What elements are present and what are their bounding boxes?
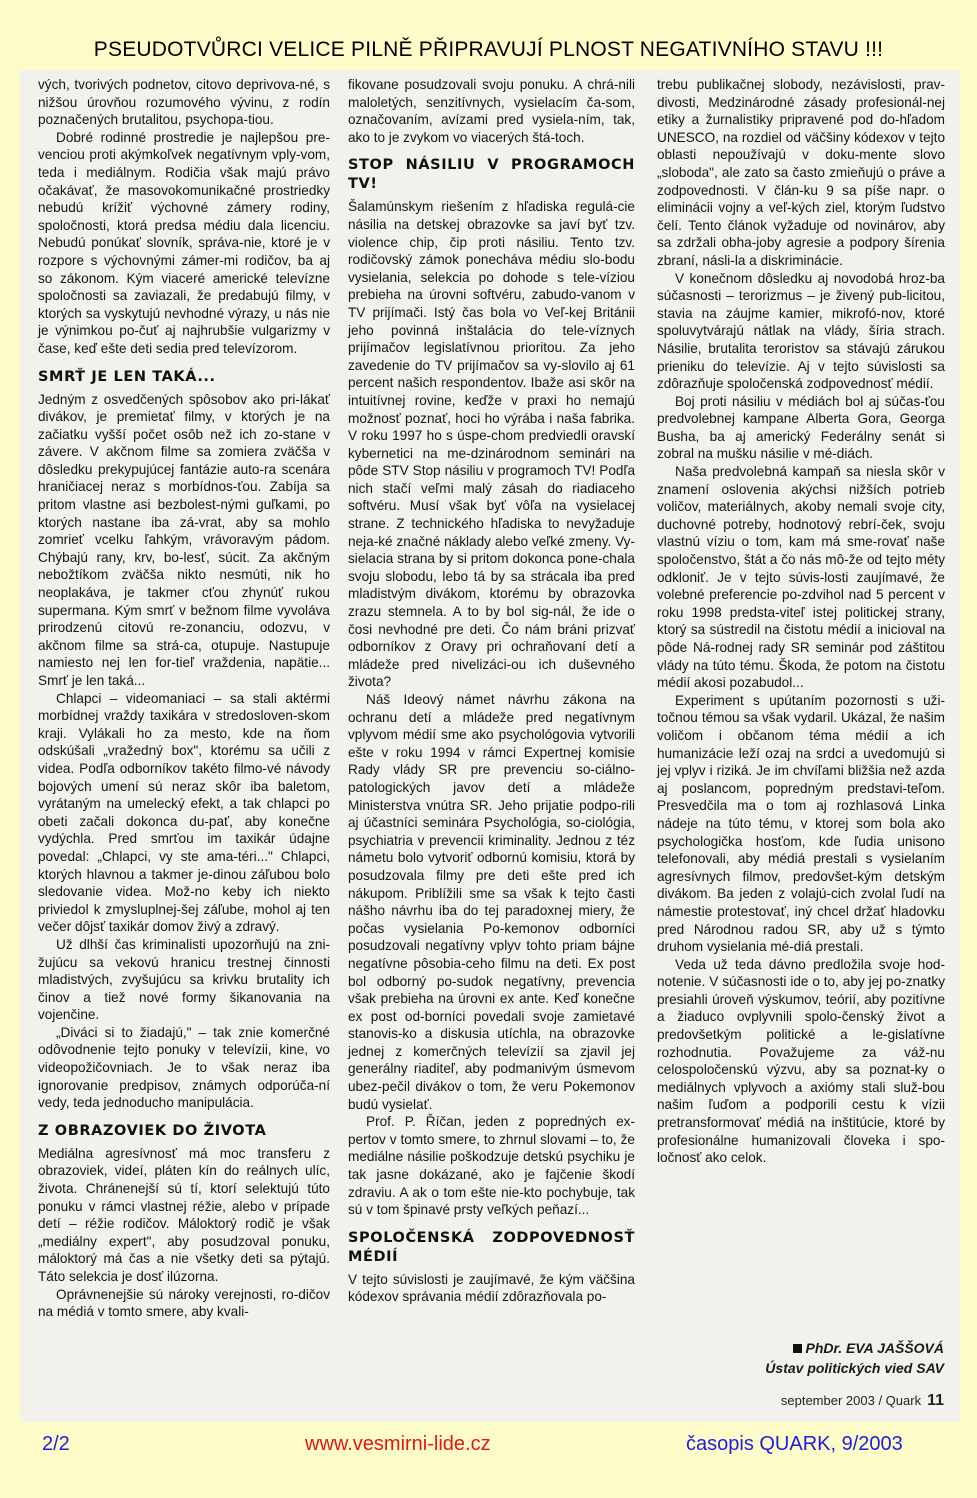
- author-name: PhDr. EVA JAŠŠOVÁ: [805, 1340, 944, 1356]
- paragraph: Jedným z osvedčených spôsobov ako pri-lákať divákov, je premietať filmy, v ktorých je na začiatku vyšší počet osôb než ich zo-stane v závere. V akčnom filme sa zomiera zväčša v dôsledku prekypujúcej fantázie auto-ra scenára hraničiacej neraz s morbídnos-ťou. Zabíja sa pritom vlastne asi bezbolest-nými guľkami, po ktorých nastane iba zá-vrat, aby sa mohlo zomrieť vcelku ľahkým, vrávoravým pádom. Chýbajú rany, krv, bo-lesť, súcit. Za akčným nebožtíkom zväčša nikto nesmúti, nik ho neoplakáva, je takmer cťou zhynúť rukou supermana. Kým smrť v bežnom filme vyvoláva prirodzenú citovú re-zonanciu, odozvu, v akčnom filme sa strá-ca, otupuje. Nastupuje namiesto nej len for-tieľ vraždenia, napätie... Smrť je len taká...: [38, 391, 330, 688]
- paragraph: Naša predvolebná kampaň sa niesla skôr v znamení oslovenia akýchsi nižších potrieb voličov, materiálnych, akoby nemali svoje city, duchovné potreby, hodnotový rebrí-ček, svoju vlastnú víziu o tom, kam má sme-rovať naše spoločenstvo, štát a čo nás mô-že od tejto méty odkloniť. Je v tejto súvis-losti zaujímavé, že volebné preferencie po-zdvihol nad 5 percent v roku 1998 predsta-viteľ istej politickej strany, ktorý sa sústredil na čistotu médií a inicioval na pôde Ná-rodnej rady SR seminár pod záštitou vlády na túto tému. Škoda, že potom na čistotu médií akosi pozabudol...: [657, 464, 945, 691]
- page-banner-title: PSEUDOTVŮRCI VELICE PILNĚ PŘIPRAVUJÍ PLNOST NEGATIVNÍHO STAVU !!!: [93, 38, 884, 61]
- paragraph: V tejto súvislosti je zaujímavé, že kým väčšina kódexov správania médií zdôrazňovala po-: [348, 1271, 635, 1305]
- article-column-2: [348, 76, 635, 1306]
- footer-website-link[interactable]: www.vesmirni-lide.cz: [305, 1433, 491, 1455]
- footer-page-count: 2/2: [42, 1433, 70, 1455]
- section-heading: STOP NÁSILIU V PROGRAMOCH TV!: [348, 157, 635, 193]
- paragraph: trebu publikačnej slobody, nezávislosti, prav-divosti, Medzinárodné zásady profesionál-nej etiky a žurnalistiky pripravené pod do-hľadom UNESCO, na rozdiel od väčšiny kódexov v tejto oblasti nepoužívajú v doku-mente slovo „sloboda", ale zato sa často zmieňujú o práve a zodpovednosti. V člán-ku 9 sa píše napr. o eliminácii vojny a veľ-kých ziel, ktorým ľudstvo čelí. Tento článok vyžaduje od novinárov, aby sa zdržali obha-joby agresie a podpory šírenia zbraní, násli-la a diskriminácie.: [657, 77, 945, 268]
- paragraph: fikovane posudzovali svoju ponuku. A chrá-nili maloletých, senzitívnych, vysielacím ča-som, označovaním, avízami pred vysiela-ním, tak, ako to je zvykom vo viacerých štá-toch.: [348, 77, 635, 145]
- section-heading: SMRŤ JE LEN TAKÁ...: [38, 368, 216, 385]
- paragraph: Prof. P. Říčan, jeden z popredných ex-pertov v tomto smere, to zhrnul slovami – to, že mediálne násilie poškodzuje detskú psychiku je tak jasne dokázané, ako je fajčenie škodí zdraviu. A ak o tom ešte nie-kto pochybuje, tak sú v tom špinavé prsty veľkých peňazí...: [348, 1114, 635, 1218]
- page-number: 11: [927, 1392, 944, 1409]
- paragraph: Boj proti násiliu v médiách bol aj súčas-ťou predvolebnej kampane Alberta Gora, Georga Busha, ba aj americký Federálny senát si zobral na mušku násilie v mé-diách.: [657, 393, 945, 462]
- footer-source: časopis QUARK, 9/2003: [686, 1433, 903, 1455]
- paragraph: Veda už teda dávno predložila svoje hod-notenie. V súčasnosti ide o to, aby jej po-znatky presiahli úroveň výskumov, teórií, aby pozitívne a žiaduco ovplyvnili spolo-čenský život a predovšetkým politické a le-gislatívne rozhodnutia. Považujeme za váž-nu celospoločenskú výzvu, aby sa poznat-ky o mediálnych vplyvoch a axiómy stali služ-bou našim ľuďom a podporili cestu k vízii pretransformovať médiá na inštitúcie, ktoré by profesionálne humanizovali človeka i spo-ločnosť ako celok.: [657, 956, 945, 1166]
- bullet-square-icon: [793, 1344, 802, 1353]
- paragraph: V konečnom dôsledku aj novodobá hroz-ba súčasnosti – terorizmus – je živený pub-licitou, stavia na záujme kamier, mikrofó-nov, ktoré spoluvytvárajú nátlak na vlády, šíria strach. Násilie, brutalita teroristov sa stávajú zárukou prieniku do televízie. Aj v tejto súvislosti sa zdôrazňuje spoločenská zodpovednosť médií.: [657, 270, 945, 392]
- paragraph: Už dlhší čas kriminalisti upozorňujú na zni-žujúcu sa vekovú hranicu trestnej činnosti mladistvých, zvyšujúcu sa krivku brutality ich činov a tiež nové formy šikanovania na vojenčine.: [38, 936, 330, 1023]
- paragraph: vých, tvorivých podnetov, citovo deprivova-né, s nižšou úrovňou rozumového vývinu, z rodín poznačených brutalitou, psychopa-tiou.: [38, 77, 330, 128]
- paragraph: Experiment s upútaním pozornosti s uži-točnou témou sa však vydaril. Ukázal, že našim voličom i občanom téma médií a ich humanizácie leží ozaj na srdci a uvedomujú si jej vplyv i riziká. Je im chvíľami bližšia než azda aj poslancom, popredným predstavi-teľom. Presvedčila ma o tom aj rozhlasová Linka nádeje na túto tému, v ktorej som bola ako psychologička hosťom, kde ľudia unisono telefonovali, aby médiá prestali s vysielaním agresívnych filmov, predovšet-kým detským divákom. Ba jeden z volajú-cich zvolal ľudí na námestie protestovať, iný chcel držať hladovku pred Národnou radou SR, aby už s týmto druhom vysielania mé-diá prestali.: [657, 692, 945, 955]
- paragraph: Mediálna agresívnosť má moc transferu z obrazoviek, videí, pláten kín do reálnych ulíc, života. Chránenejší sú tí, ktorí selektujú túto ponuku v rámci vlastnej réžie, alebo v prípade detí – réžie rodičov. Máloktorý rodič je však „mediálny expert", aby posudzoval ponuku, máloktorý má čas a nie všetky deti sa pýtajú. Táto selekcia je dosť ilúzorna.: [38, 1145, 330, 1284]
- magazine-page: [20, 70, 960, 1422]
- paragraph: Dobré rodinné prostredie je najlepšou pre-venciou proti akýmkoľvek negatívnym vply-vom, teda i mediálnym. Rodičia však majú právo očakávať, že masovokomunikačné prostriedky nebudú krížiť výchovné zámery rodiny, spoločnosti, ktorá predsa médiu dala licenciu. Nebudú ponúkať slovník, správa-nie, ktoré je v rozpore s výchovnými zámer-mi rodičov, ba aj so zákonom. Kým viaceré americké televízne spoločnosti sa zaviazali, že predabujú filmy, v ktorých sa vyskytujú nevhodné výrazy, u nás nie je výnimkou po-čuť aj najhrubšie vulgarizmy v čase, keď ešte deti sedia pred televízorom.: [38, 129, 330, 356]
- page-folio: [781, 1392, 944, 1410]
- article-column-1: [38, 76, 330, 1321]
- paragraph: Chlapci – videomaniaci – sa stali aktérmi morbídnej vraždy taxikára v stredosloven-skom kraji. Vylákali ho za mesto, kde na ňom odskúšali „vražedný box", ktorému sa učili z videa. Podľa odborníkov takéto filmo-vé návody bojových umení sú neraz skôr iba baletom, vyrátaným na umelecký efekt, a tak chlapci po obeti začali dokonca du-pať, aby konečne vydýchla. Pred smrťou im taxikár údajne povedal: „Chlapci, vy ste ama-téri..." Chlapci, ktorých hlavnou a takmer je-dinou záľubou bolo sledovanie videa. Mož-no keby ich niekto priviedol k zmysluplnej-šej záľube, mohol aj ten večer dôjsť taxikár domov živý a zdravý.: [38, 690, 330, 935]
- author-signature: [765, 1338, 944, 1378]
- issue-label: september 2003 / Quark: [780, 1393, 922, 1408]
- paragraph: Náš Ideový námet návrhu zákona na ochranu detí a mládeže pred negatívnym vplyvom médií sme ako psychológovia vytvorili ešte v roku 1994 v rámci Expertnej komisie Rady vlády SR pre prevenciu so-ciálno-patologických javov detí a mládeže Ministerstva vnútra SR. Jeho prijatie podpo-rili aj účastníci seminára Psychológia, so-ciológia, psychiatria v prevencii kriminality. Jednou z téz námetu bolo vytvoriť odbornú komisiu, ktorá by posudzovala filmy pre deti ešte pred ich nákupom. Priblížili sme sa však k tejto časti nášho návrhu iba do tej paradoxnej miery, že počas vysielania Po-kemonov odborníci posudzovali negatívny vplyv tohto priam bájne negatívne pôsobia-ceho filmu na deti. Ex post bol odborný po-sudok negatívny, prevencia však prebieha na úrovni ex ante. Keď konečne ex post od-borníci povedali svoje zamietavé stanovis-ko a diskusia utíchla, na obrazovke jednej z komerčných televízií sa zjavil jej generálny riaditeľ, aby podmanivým úsmevom ubez-pečil divákov o tom, že veru Pokemonov budú vysielať.: [348, 692, 635, 1112]
- author-affiliation: Ústav politických vied SAV: [765, 1360, 944, 1376]
- section-heading: SPOLOČENSKÁ ZODPOVEDNOSŤ MÉDIÍ: [348, 1229, 635, 1265]
- paragraph: Oprávnenejšie sú nároky verejnosti, ro-dičov na médiá v tomto smere, aby kvali-: [38, 1286, 330, 1320]
- article-column-3: [657, 76, 945, 1167]
- paragraph: Šalamúnskym riešením z hľadiska regulá-cie násilia na detskej obrazovke sa javí byť tzv. violence chip, čip proti násiliu. Tento tzv. rodičovský zámok ponecháva médiu slo-bodu vysielania, selekcia po dohode s tele-víziou prebieha na úrovni softvéru, zabudo-vanom v TV prijímači. Istý čas bola vo Veľ-kej Británii jeho povinná inštalácia do tele-víznych prijímačov legislatívnou prioritou. Za jeho zavedenie do TV prijímačov sa vy-slovilo aj 61 percent našich respondentov. Ibaže asi skôr na intuitívnej rovine, keďže v praxi ho nemajú možnosť poznať, hoci ho výrába i naša fabrika. V roku 1997 ho s úspe-chom predviedli oravskí kybernetici na me-dzinárodnom seminári na pôde STV Stop násiliu v programoch TV! Podľa nich stačí veľmi malý zásah do riadiaceho softvéru. Musí však byť vôľa na vysielacej strane. Z technického hľadiska to nevyžaduje neja-ké značné náklady alebo veľké zmeny. Vy-sielacia strana by si pritom dokonca pone-chala svoju slobodu, lebo tá by sa strácala iba pred mladistvým divákom, ktorému by obrazovka zrazu stemnela. A to by bol sig-nál, že ide o čosi nevhodné pre deti. Čo nám bráni prizvať odborníkov z Oravy pri ochraňovaní detí a mládeže pred nivelizáci-ou ich duševného života?: [348, 199, 635, 690]
- paragraph: „Diváci si to žiadajú," – tak znie komerčné odôvodnenie tejto ponuky v televízii, kine, vo videopožičovniach. Je to však neraz iba ignorovanie predpisov, známych odporúča-ní vedy, teda jednoducho manipulácia.: [38, 1024, 330, 1111]
- section-heading: Z OBRAZOVIEK DO ŽIVOTA: [38, 1122, 267, 1139]
